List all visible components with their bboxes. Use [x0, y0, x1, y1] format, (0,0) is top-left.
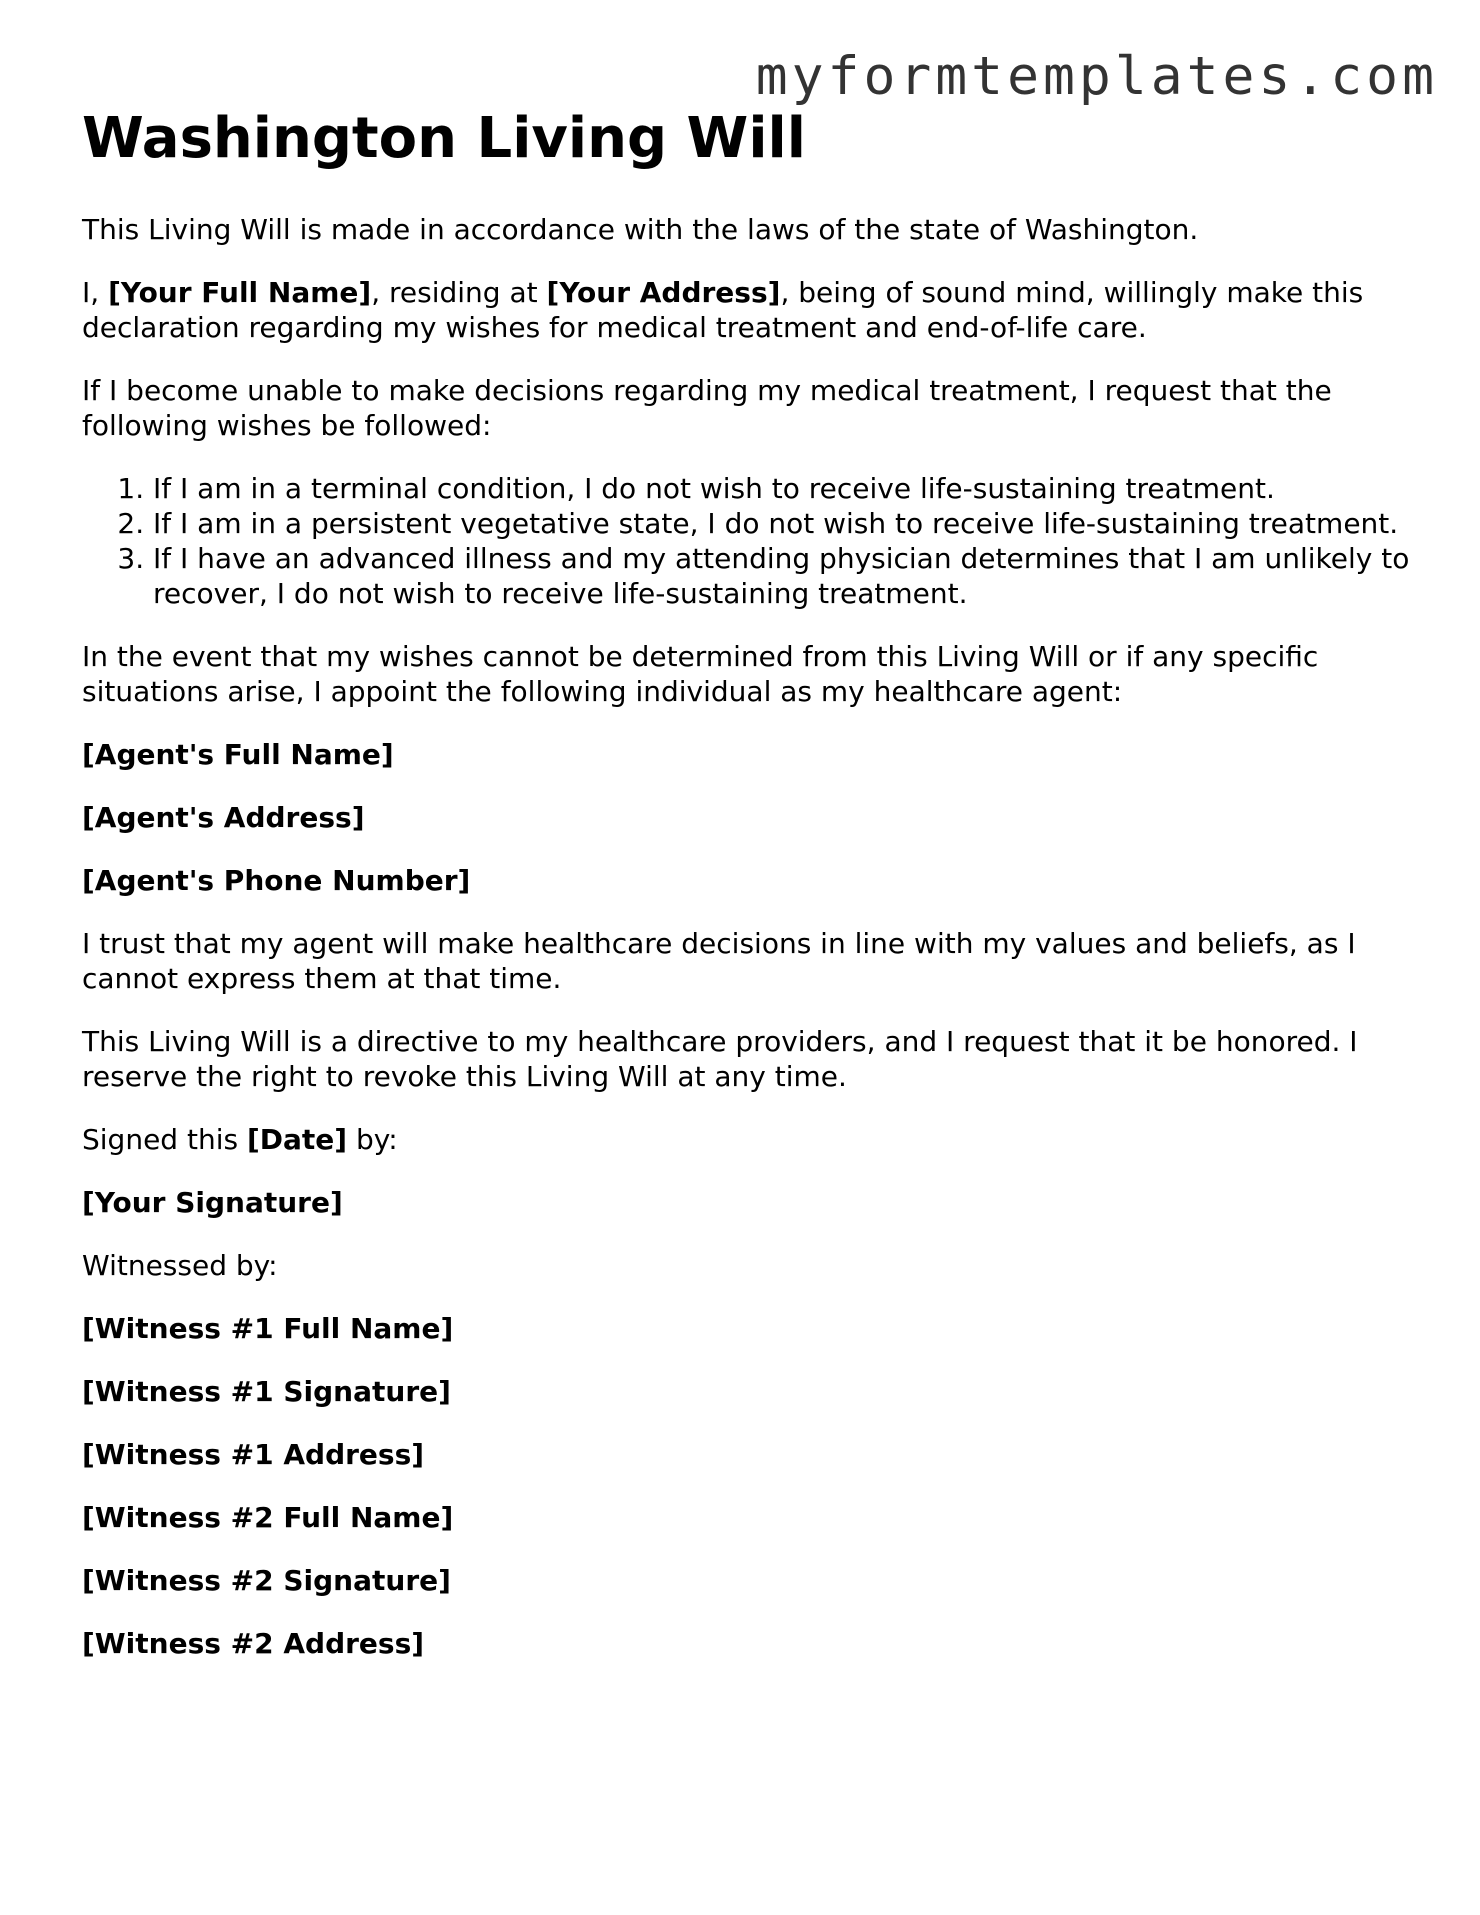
- list-item: 2. If I am in a persistent vegetative state, I do not wish to receive life-sustaining treatment.: [153, 506, 1412, 541]
- witness1-name-field: [Witness #1 Full Name]: [82, 1311, 454, 1345]
- declaration-paragraph: [82, 275, 1412, 345]
- request-paragraph: If I become unable to make decisions regarding my medical treatment, I request that the following wishes be followed:: [82, 373, 1332, 442]
- site-watermark: myformtemplates.com: [755, 46, 1438, 107]
- full-name-field: [Your Full Name]: [108, 275, 372, 309]
- agent-intro-paragraph: In the event that my wishes cannot be determined from this Living Will or if any specific situations arise, I appoint the following individual as my healthcare agent:: [82, 639, 1319, 708]
- witness1-signature-field: [Witness #1 Signature]: [82, 1374, 451, 1408]
- witness2-name-field: [Witness #2 Full Name]: [82, 1500, 454, 1534]
- date-field: [Date]: [246, 1122, 348, 1156]
- signed-line: [82, 1122, 1412, 1157]
- address-field: [Your Address]: [546, 275, 781, 309]
- document-page: [82, 108, 1412, 1689]
- agent-phone-field: [Agent's Phone Number]: [82, 863, 471, 897]
- agent-address-field: [Agent's Address]: [82, 800, 365, 834]
- signed-suffix: by:: [347, 1122, 398, 1156]
- list-item: 1. If I am in a terminal condition, I do not wish to receive life-sustaining treatment.: [153, 471, 1412, 506]
- witness1-address-field: [Witness #1 Address]: [82, 1437, 425, 1471]
- your-signature-field: [Your Signature]: [82, 1185, 343, 1219]
- witnessed-by-label: Witnessed by:: [82, 1248, 278, 1282]
- signed-prefix: Signed this: [82, 1122, 247, 1156]
- intro-paragraph: This Living Will is made in accordance with the laws of the state of Washington.: [82, 212, 1199, 246]
- declaration-middle: , residing at: [371, 275, 547, 309]
- page-title: Washington Living Will: [82, 106, 806, 171]
- declaration-suffix: , being of sound mind, willingly make this declaration regarding my wishes for medical treatment and end-of-life care.: [82, 275, 1364, 344]
- witness2-address-field: [Witness #2 Address]: [82, 1626, 425, 1660]
- declaration-prefix: I,: [82, 275, 109, 309]
- directive-paragraph: This Living Will is a directive to my healthcare providers, and I request that it be honored. I reserve the right to revoke this Living Will at any time.: [82, 1024, 1358, 1093]
- agent-name-field: [Agent's Full Name]: [82, 737, 394, 771]
- trust-paragraph: I trust that my agent will make healthcare decisions in line with my values and beliefs, as I cannot express them at that time.: [82, 926, 1356, 995]
- wishes-list: [82, 471, 1412, 611]
- list-item: 3. If I have an advanced illness and my attending physician determines that I am unlikely to recover, I do not wish to receive life-sustaining treatment.: [153, 541, 1412, 611]
- witness2-signature-field: [Witness #2 Signature]: [82, 1563, 451, 1597]
